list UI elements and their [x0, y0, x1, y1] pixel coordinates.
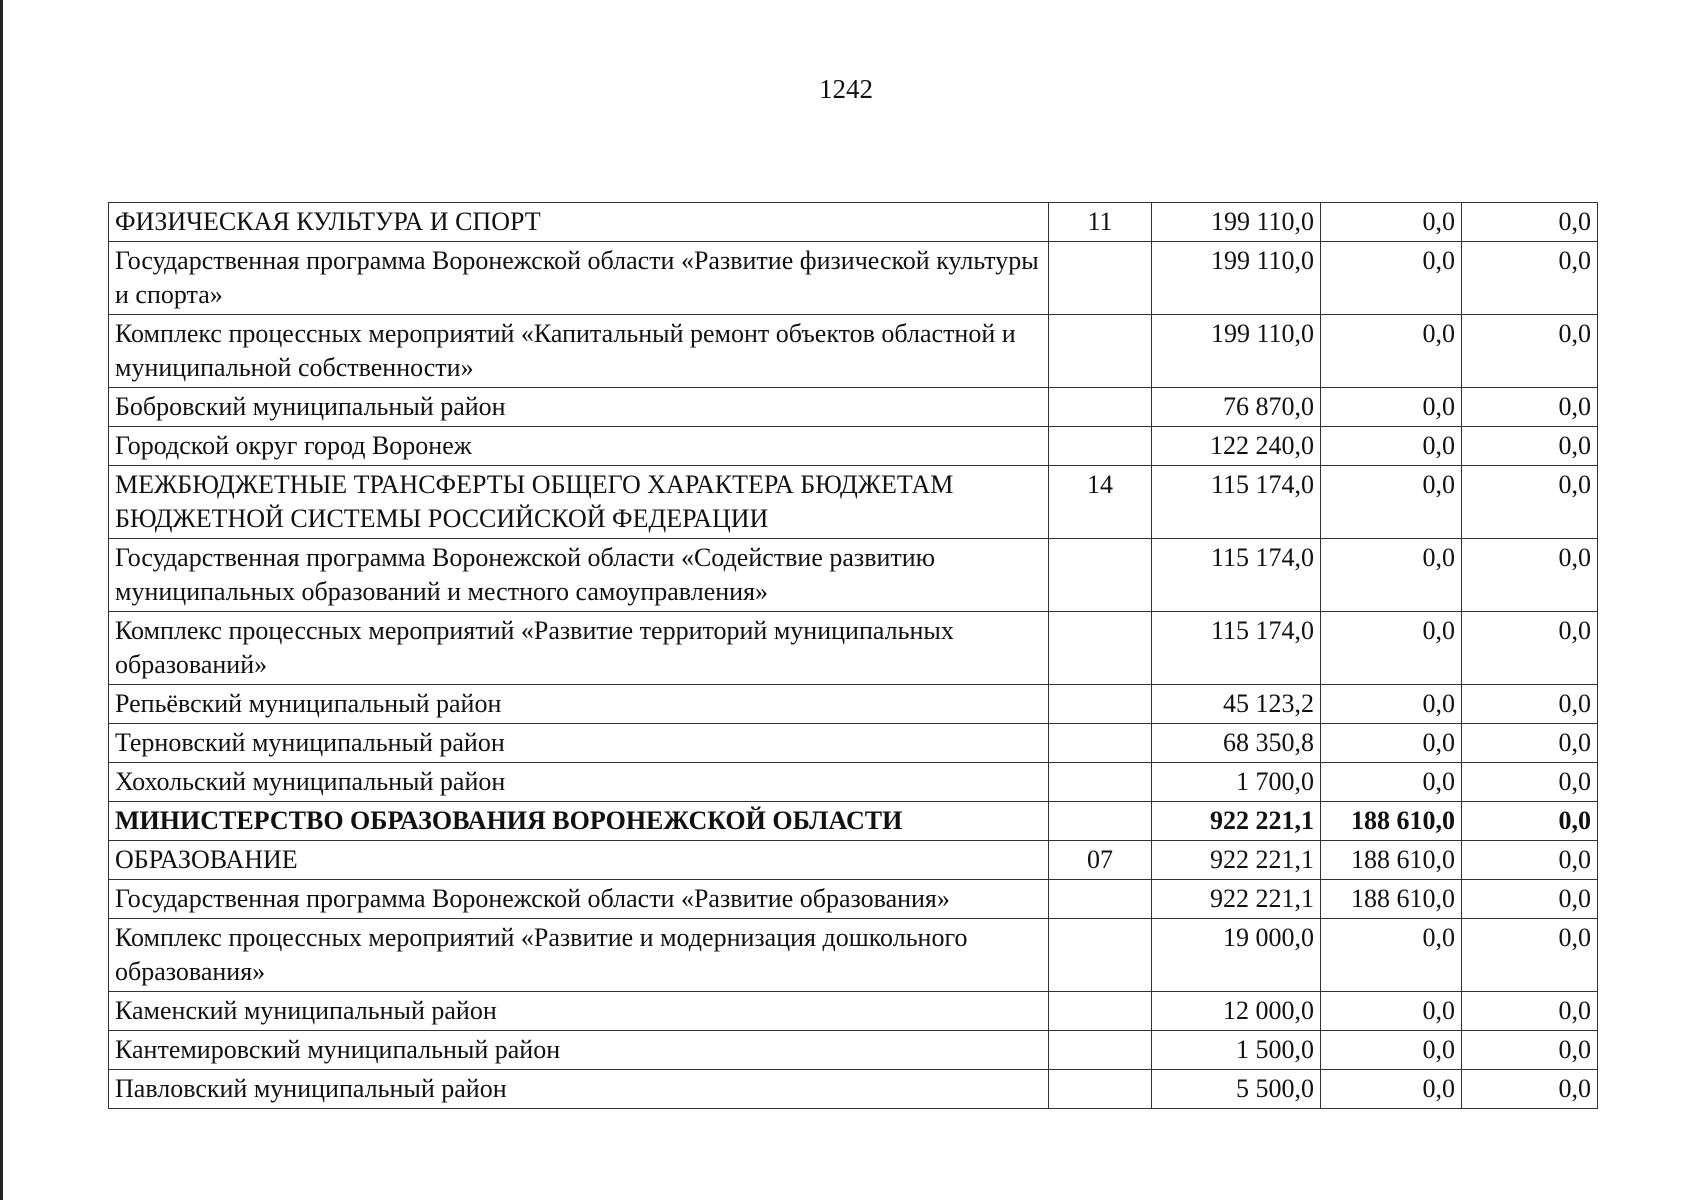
row-amount-2-cell: 0,0 [1321, 763, 1462, 802]
table-row [109, 466, 1598, 539]
row-name-cell: Репьёвский муниципальный район [109, 685, 1049, 724]
table-body [109, 203, 1598, 1109]
row-name-cell: Павловский муниципальный район [109, 1070, 1049, 1109]
table-row [109, 1031, 1598, 1070]
row-code-cell [1049, 427, 1152, 466]
row-amount-2-cell: 188 610,0 [1321, 802, 1462, 841]
row-name-cell: Комплекс процессных мероприятий «Развитие территорий муниципальных образований» [109, 612, 1049, 685]
row-name-cell: Государственная программа Воронежской области «Развитие образования» [109, 880, 1049, 919]
row-name-cell: Государственная программа Воронежской области «Содействие развитию муниципальных образований и местного самоуправления» [109, 539, 1049, 612]
row-amount-3-cell: 0,0 [1462, 612, 1598, 685]
table-row [109, 685, 1598, 724]
table-row [109, 315, 1598, 388]
row-amount-3-cell: 0,0 [1462, 539, 1598, 612]
row-name-cell: Государственная программа Воронежской области «Развитие физической культуры и спорта» [109, 242, 1049, 315]
row-amount-3-cell: 0,0 [1462, 427, 1598, 466]
row-amount-2-cell: 0,0 [1321, 1070, 1462, 1109]
row-amount-2-cell: 188 610,0 [1321, 841, 1462, 880]
row-name-cell: Бобровский муниципальный район [109, 388, 1049, 427]
row-code-cell: 11 [1049, 203, 1152, 242]
row-amount-1-cell: 12 000,0 [1152, 992, 1321, 1031]
row-name-cell: МЕЖБЮДЖЕТНЫЕ ТРАНСФЕРТЫ ОБЩЕГО ХАРАКТЕРА БЮДЖЕТАМ БЮДЖЕТНОЙ СИСТЕМЫ РОССИЙСКОЙ ФЕДЕРАЦИИ [109, 466, 1049, 539]
row-name-cell: Комплекс процессных мероприятий «Развитие и модернизация дошкольного образования» [109, 919, 1049, 992]
table-row [109, 841, 1598, 880]
row-amount-2-cell: 0,0 [1321, 388, 1462, 427]
row-amount-3-cell: 0,0 [1462, 992, 1598, 1031]
row-code-cell [1049, 612, 1152, 685]
row-amount-3-cell: 0,0 [1462, 315, 1598, 388]
table-row [109, 612, 1598, 685]
row-amount-3-cell: 0,0 [1462, 466, 1598, 539]
table-row [109, 802, 1598, 841]
row-code-cell [1049, 315, 1152, 388]
row-code-cell [1049, 802, 1152, 841]
row-code-cell [1049, 1070, 1152, 1109]
row-name-cell: Терновский муниципальный район [109, 724, 1049, 763]
row-amount-2-cell: 0,0 [1321, 203, 1462, 242]
row-amount-3-cell: 0,0 [1462, 802, 1598, 841]
page-number: 1242 [819, 74, 873, 104]
row-amount-3-cell: 0,0 [1462, 1031, 1598, 1070]
table-row [109, 763, 1598, 802]
row-amount-3-cell: 0,0 [1462, 685, 1598, 724]
row-amount-2-cell: 0,0 [1321, 466, 1462, 539]
row-amount-1-cell: 922 221,1 [1152, 802, 1321, 841]
row-amount-1-cell: 922 221,1 [1152, 841, 1321, 880]
row-amount-1-cell: 199 110,0 [1152, 203, 1321, 242]
table-row [109, 427, 1598, 466]
row-code-cell: 14 [1049, 466, 1152, 539]
row-name-cell: Кантемировский муниципальный район [109, 1031, 1049, 1070]
row-amount-1-cell: 115 174,0 [1152, 466, 1321, 539]
budget-table [108, 202, 1598, 1109]
table-row [109, 992, 1598, 1031]
row-amount-1-cell: 122 240,0 [1152, 427, 1321, 466]
row-amount-3-cell: 0,0 [1462, 724, 1598, 763]
row-code-cell [1049, 539, 1152, 612]
row-name-cell: Городской округ город Воронеж [109, 427, 1049, 466]
row-amount-2-cell: 0,0 [1321, 919, 1462, 992]
row-code-cell [1049, 763, 1152, 802]
row-code-cell [1049, 685, 1152, 724]
table-row [109, 242, 1598, 315]
row-amount-1-cell: 922 221,1 [1152, 880, 1321, 919]
table-row [109, 880, 1598, 919]
row-amount-3-cell: 0,0 [1462, 203, 1598, 242]
row-amount-2-cell: 0,0 [1321, 685, 1462, 724]
row-amount-1-cell: 5 500,0 [1152, 1070, 1321, 1109]
row-code-cell [1049, 724, 1152, 763]
row-amount-1-cell: 19 000,0 [1152, 919, 1321, 992]
row-amount-1-cell: 45 123,2 [1152, 685, 1321, 724]
row-amount-3-cell: 0,0 [1462, 242, 1598, 315]
row-name-cell: МИНИСТЕРСТВО ОБРАЗОВАНИЯ ВОРОНЕЖСКОЙ ОБЛАСТИ [109, 802, 1049, 841]
row-amount-2-cell: 0,0 [1321, 539, 1462, 612]
row-amount-1-cell: 68 350,8 [1152, 724, 1321, 763]
row-amount-2-cell: 0,0 [1321, 612, 1462, 685]
row-amount-3-cell: 0,0 [1462, 388, 1598, 427]
row-amount-2-cell: 188 610,0 [1321, 880, 1462, 919]
row-amount-3-cell: 0,0 [1462, 1070, 1598, 1109]
row-amount-3-cell: 0,0 [1462, 841, 1598, 880]
row-code-cell [1049, 1031, 1152, 1070]
row-code-cell [1049, 919, 1152, 992]
row-name-cell: Каменский муниципальный район [109, 992, 1049, 1031]
row-amount-2-cell: 0,0 [1321, 427, 1462, 466]
scan-edge-line [0, 0, 3, 1200]
row-code-cell [1049, 388, 1152, 427]
table-row [109, 203, 1598, 242]
table-row [109, 919, 1598, 992]
row-code-cell: 07 [1049, 841, 1152, 880]
row-code-cell [1049, 242, 1152, 315]
row-amount-1-cell: 76 870,0 [1152, 388, 1321, 427]
table-row [109, 724, 1598, 763]
row-amount-1-cell: 1 500,0 [1152, 1031, 1321, 1070]
row-amount-1-cell: 115 174,0 [1152, 539, 1321, 612]
row-code-cell [1049, 880, 1152, 919]
row-name-cell: ОБРАЗОВАНИЕ [109, 841, 1049, 880]
row-name-cell: Хохольский муниципальный район [109, 763, 1049, 802]
table-row [109, 388, 1598, 427]
row-name-cell: ФИЗИЧЕСКАЯ КУЛЬТУРА И СПОРТ [109, 203, 1049, 242]
row-amount-3-cell: 0,0 [1462, 880, 1598, 919]
row-amount-3-cell: 0,0 [1462, 919, 1598, 992]
row-name-cell: Комплекс процессных мероприятий «Капитальный ремонт объектов областной и муниципальной собственности» [109, 315, 1049, 388]
row-amount-1-cell: 1 700,0 [1152, 763, 1321, 802]
row-code-cell [1049, 992, 1152, 1031]
row-amount-1-cell: 199 110,0 [1152, 315, 1321, 388]
row-amount-3-cell: 0,0 [1462, 763, 1598, 802]
row-amount-2-cell: 0,0 [1321, 315, 1462, 388]
table-row [109, 1070, 1598, 1109]
row-amount-2-cell: 0,0 [1321, 1031, 1462, 1070]
row-amount-2-cell: 0,0 [1321, 992, 1462, 1031]
row-amount-2-cell: 0,0 [1321, 724, 1462, 763]
row-amount-2-cell: 0,0 [1321, 242, 1462, 315]
table-row [109, 539, 1598, 612]
row-amount-1-cell: 199 110,0 [1152, 242, 1321, 315]
row-amount-1-cell: 115 174,0 [1152, 612, 1321, 685]
